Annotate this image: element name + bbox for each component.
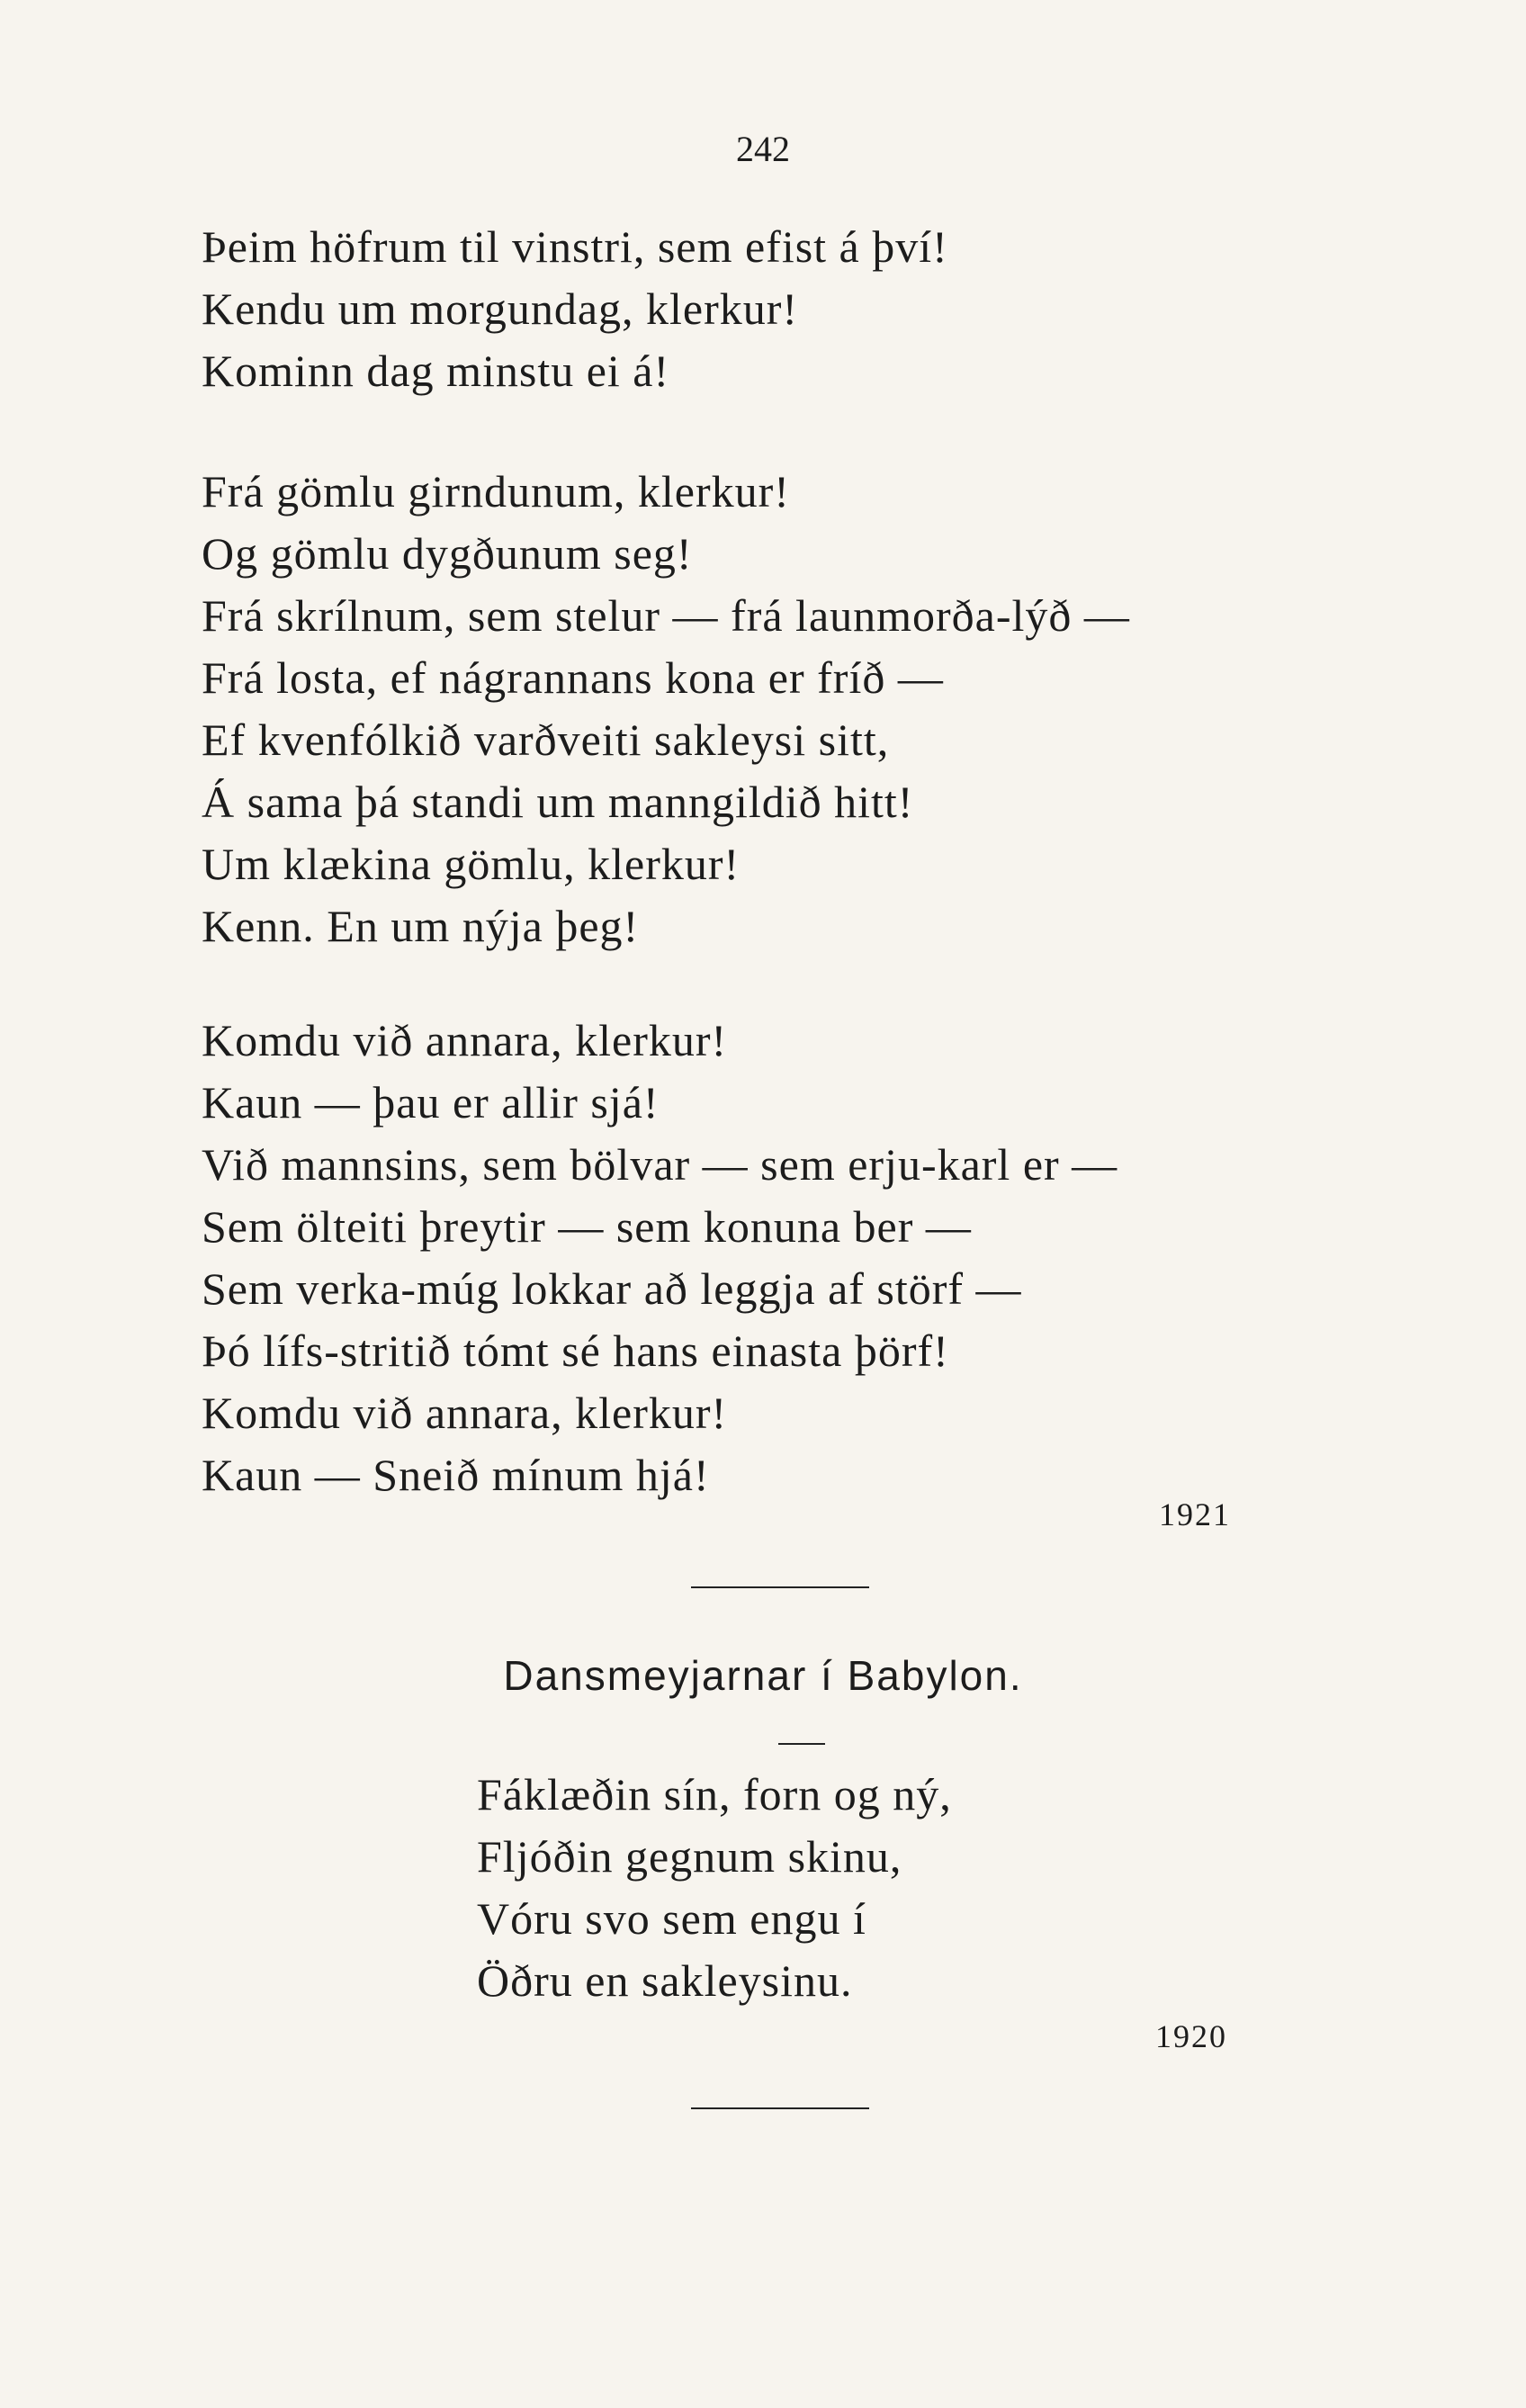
end-divider (691, 2107, 869, 2109)
poem-line: Við mannsins, sem bölvar — sem erju-karl er — (202, 1139, 1118, 1190)
poem2-stanza (477, 1764, 952, 2012)
poem1-stanza-3 (202, 1010, 1118, 1506)
poem1-stanza-2 (202, 461, 1130, 957)
poem-line: Kendu um morgundag, klerkur! (202, 283, 799, 334)
poem-line: Frá skrílnum, sem stelur — frá launmorða-lýð — (202, 590, 1130, 641)
poem-line: Þó lífs-stritið tómt sé hans einasta þörf! (202, 1325, 949, 1376)
title-divider (778, 1743, 825, 1745)
poem2-title: Dansmeyjarnar í Babylon. (503, 1652, 1023, 1699)
page-number: 242 (736, 129, 790, 169)
poem1-stanza-1 (202, 216, 948, 402)
poem-line: Kenn. En um nýja þeg! (202, 901, 640, 951)
poem-line: Frá gömlu girndunum, klerkur! (202, 466, 790, 517)
poem-line: Frá losta, ef nágrannans kona er fríð — (202, 652, 944, 703)
poem2-year: 1920 (1155, 2018, 1227, 2054)
section-divider (691, 1586, 869, 1588)
poem-line: Og gömlu dygðunum seg! (202, 528, 693, 579)
poem-line: Sem verka-múg lokkar að leggja af störf — (202, 1263, 1022, 1314)
poem-line: Komdu við annara, klerkur! (202, 1015, 728, 1065)
poem-line: Þeim höfrum til vinstri, sem efist á því! (202, 221, 948, 272)
poem-line: Komdu við annara, klerkur! (202, 1388, 728, 1438)
poem-line: Á sama þá standi um manngildið hitt! (202, 777, 914, 827)
poem-line: Fljóðin gegnum skinu, (477, 1831, 902, 1882)
poem-line: Ef kvenfólkið varðveiti sakleysi sitt, (202, 714, 890, 765)
poem-line: Fáklæðin sín, forn og ný, (477, 1769, 952, 1819)
poem-line: Kaun — Sneið mínum hjá! (202, 1450, 710, 1500)
poem-line: Sem ölteiti þreytir — sem konuna ber — (202, 1201, 972, 1252)
poem1-year: 1921 (1159, 1496, 1231, 1532)
poem-line: Um klækina gömlu, klerkur! (202, 839, 741, 889)
poem-line: Öðru en sakleysinu. (477, 1955, 853, 2006)
poem-line: Kaun — þau er allir sjá! (202, 1077, 660, 1128)
poem-line: Kominn dag minstu ei á! (202, 346, 670, 396)
poem-line: Vóru svo sem engu í (477, 1893, 866, 1944)
